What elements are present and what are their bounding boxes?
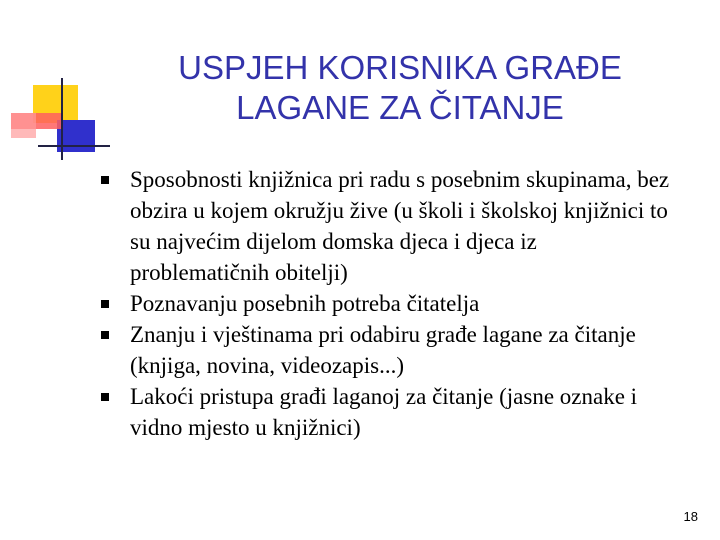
- pink-square: [11, 113, 36, 138]
- decorative-corner-graphic: [0, 0, 110, 170]
- bullet-list: [100, 164, 680, 443]
- bullet-item: [100, 319, 680, 381]
- bullet-text: Sposobnosti knjižnica pri radu s posebnim skupinama, bez obzira u kojem okružju žive (u školi i školskoj knjižnici to su najvećim dijelom domska djeca i djeca iz problematičnih obitelji): [130, 167, 670, 285]
- bullet-text: Poznavanju posebnih potreba čitatelja: [130, 291, 480, 316]
- bullet-item: [100, 164, 680, 288]
- square-bullet-icon: [101, 176, 109, 184]
- slide-title: [110, 48, 690, 128]
- title-line-1: USPJEH KORISNIKA GRAĐE: [178, 49, 622, 86]
- bullet-item: [100, 288, 680, 319]
- square-bullet-icon: [101, 331, 109, 339]
- bullet-text: Lakoći pristupa građi laganoj za čitanje (jasne oznake i vidno mjesto u knjižnici): [130, 384, 638, 440]
- bullet-text: Znanju i vještinama pri odabiru građe lagane za čitanje (knjiga, novina, videozapis...): [130, 322, 636, 378]
- title-line-2: LAGANE ZA ČITANJE: [236, 89, 564, 126]
- square-bullet-icon: [101, 393, 109, 401]
- square-bullet-icon: [101, 300, 109, 308]
- page-number: 18: [683, 509, 698, 524]
- bullet-item: [100, 381, 680, 443]
